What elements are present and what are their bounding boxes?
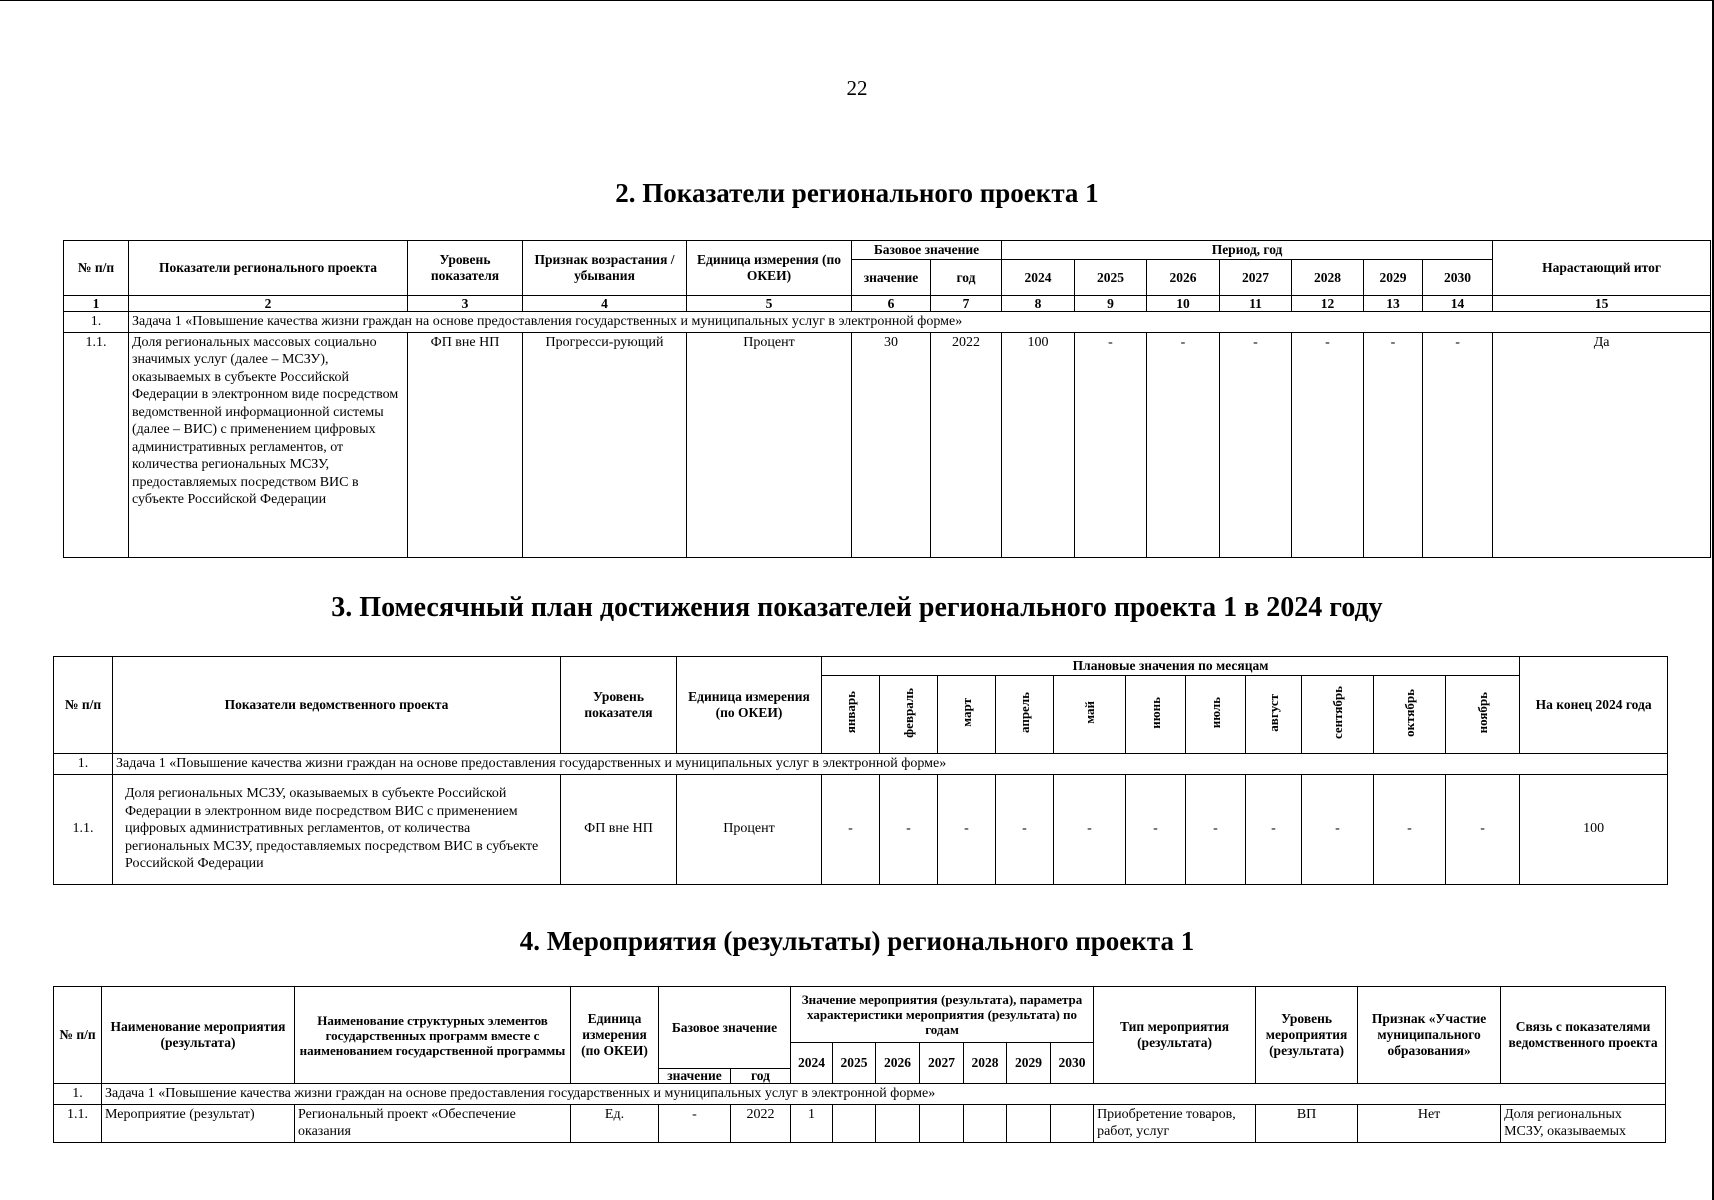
- year-header: 2030: [1051, 1043, 1094, 1084]
- year-value: [1051, 1104, 1094, 1142]
- task-number: 1.: [54, 1084, 102, 1105]
- indicator-base-year: 2022: [931, 332, 1002, 557]
- section-3-title: 3. Помесячный план достижения показателей регионального проекта 1 в 2024 году: [331, 592, 1383, 623]
- indicator-name: Доля региональных МСЗУ, оказываемых в субъекте Российской Федерации в электронном виде посредством ВИС с применением цифровых административных регламентов, от количества региональных МСЗУ, предоставляемых посредством ВИС в субъекте Российской Федерации: [113, 774, 561, 884]
- col-name-header: Показатели регионального проекта: [129, 241, 408, 296]
- year-value: -: [1423, 332, 1493, 557]
- year-header: 2028: [964, 1043, 1007, 1084]
- year-value: [1007, 1104, 1051, 1142]
- col-base-header: Базовое значение: [852, 241, 1002, 260]
- col-municipal-header: Признак «Участие муниципального образования»: [1358, 987, 1501, 1084]
- col-name-header: Показатели ведомственного проекта: [113, 657, 561, 754]
- page-number: 22: [846, 76, 868, 100]
- year-header: 2026: [1147, 260, 1220, 296]
- col-plan-header: Плановые значения по месяцам: [822, 657, 1520, 676]
- activity-row: [54, 1104, 1666, 1142]
- indicator-unit: Процент: [687, 332, 852, 557]
- year-header: 2028: [1292, 260, 1364, 296]
- month-header: [1186, 676, 1246, 754]
- year-value: -: [1147, 332, 1220, 557]
- activity-name: Мероприятие (результат): [102, 1104, 295, 1142]
- month-value: -: [1302, 774, 1374, 884]
- activities-table: [53, 986, 1666, 1143]
- task-row: [54, 754, 1668, 775]
- col-type-header: Тип мероприятия (результата): [1094, 987, 1256, 1084]
- activity-level: ВП: [1256, 1104, 1358, 1142]
- col-number: 13: [1364, 296, 1423, 312]
- indicator-row: [54, 774, 1668, 884]
- col-number: 5: [687, 296, 852, 312]
- page-frame-top: [0, 0, 1714, 1]
- col-end-header: На конец 2024 года: [1520, 657, 1668, 754]
- col-number: 10: [1147, 296, 1220, 312]
- activity-unit: Ед.: [571, 1104, 659, 1142]
- col-number: 2: [129, 296, 408, 312]
- activity-struct: Региональный проект «Обеспечение оказания: [295, 1104, 571, 1142]
- activity-base-year: 2022: [731, 1104, 791, 1142]
- col-no-header: № п/п: [54, 987, 102, 1084]
- indicator-cumulative: Да: [1493, 332, 1711, 557]
- year-value: [964, 1104, 1007, 1142]
- month-label: январь: [842, 691, 858, 734]
- indicator-base-value: 30: [852, 332, 931, 557]
- col-sign-header: Признак возрастания / убывания: [523, 241, 687, 296]
- col-cumulative-header: Нарастающий итог: [1493, 241, 1711, 296]
- col-unit-header: Единица измерения (по ОКЕИ): [687, 241, 852, 296]
- month-header: [1446, 676, 1520, 754]
- year-value: -: [1075, 332, 1147, 557]
- year-value: [876, 1104, 920, 1142]
- col-number: 12: [1292, 296, 1364, 312]
- year-value: 1: [791, 1104, 833, 1142]
- month-header: [996, 676, 1054, 754]
- month-label: май: [1081, 701, 1097, 724]
- month-label: сентябрь: [1329, 685, 1345, 740]
- task-number: 1.: [54, 754, 113, 775]
- month-header: [1054, 676, 1126, 754]
- month-value: -: [996, 774, 1054, 884]
- col-number: 1: [64, 296, 129, 312]
- month-value: -: [1186, 774, 1246, 884]
- col-base-year-header: год: [731, 1069, 791, 1084]
- col-number: 11: [1220, 296, 1292, 312]
- month-value: -: [1246, 774, 1302, 884]
- col-number: 9: [1075, 296, 1147, 312]
- col-base-value-header: значение: [852, 260, 931, 296]
- row-number: 1.1.: [54, 774, 113, 884]
- month-header: [822, 676, 880, 754]
- col-number: 15: [1493, 296, 1711, 312]
- month-label: март: [958, 698, 974, 727]
- year-header: 2027: [1220, 260, 1292, 296]
- col-number: 6: [852, 296, 931, 312]
- indicator-level: ФП вне НП: [561, 774, 677, 884]
- month-value: -: [1374, 774, 1446, 884]
- year-header: 2024: [1002, 260, 1075, 296]
- activity-link: Доля региональных МСЗУ, оказываемых: [1501, 1104, 1666, 1142]
- col-number: 4: [523, 296, 687, 312]
- indicator-end-value: 100: [1520, 774, 1668, 884]
- task-text: Задача 1 «Повышение качества жизни граждан на основе предоставления государственных и муниципальных услуг в электронной форме»: [113, 754, 1668, 775]
- col-number: 7: [931, 296, 1002, 312]
- year-header: 2024: [791, 1043, 833, 1084]
- activity-type: Приобретение товаров, работ, услуг: [1094, 1104, 1256, 1142]
- activity-municipal: Нет: [1358, 1104, 1501, 1142]
- year-value: -: [1364, 332, 1423, 557]
- month-value: -: [880, 774, 938, 884]
- year-header: 2026: [876, 1043, 920, 1084]
- month-header: [938, 676, 996, 754]
- activity-base-value: -: [659, 1104, 731, 1142]
- col-name-header: Наименование мероприятия (результата): [102, 987, 295, 1084]
- col-level-header: Уровень мероприятия (результата): [1256, 987, 1358, 1084]
- year-value: [920, 1104, 964, 1142]
- row-number: 1.1.: [54, 1104, 102, 1142]
- month-value: -: [1446, 774, 1520, 884]
- indicator-sign: Прогресси-рующий: [523, 332, 687, 557]
- year-value: -: [1220, 332, 1292, 557]
- indicator-name: Доля региональных массовых социально значимых услуг (далее – МСЗУ), оказываемых в субъекте Российской Федерации в электронном виде посредством ведомственной информационной системы (далее – ВИС) с применением цифровых административных регламентов, от количества региональных МСЗУ, предоставляемых посредством ВИС в субъекте Российской Федерации: [129, 332, 408, 557]
- month-value: -: [1126, 774, 1186, 884]
- month-label: ноябрь: [1474, 691, 1490, 734]
- year-header: 2029: [1007, 1043, 1051, 1084]
- col-values-header: Значение мероприятия (результата), параметра характеристики мероприятия (результата) по годам: [791, 987, 1094, 1043]
- month-header: [1302, 676, 1374, 754]
- year-header: 2025: [1075, 260, 1147, 296]
- year-header: 2030: [1423, 260, 1493, 296]
- col-no-header: № п/п: [54, 657, 113, 754]
- task-number: 1.: [64, 312, 129, 333]
- task-row: [54, 1084, 1666, 1105]
- row-number: 1.1.: [64, 332, 129, 557]
- indicator-level: ФП вне НП: [408, 332, 523, 557]
- month-header: [1246, 676, 1302, 754]
- month-header: [1126, 676, 1186, 754]
- col-number: 14: [1423, 296, 1493, 312]
- month-label: октябрь: [1401, 688, 1417, 737]
- task-text: Задача 1 «Повышение качества жизни граждан на основе предоставления государственных и муниципальных услуг в электронной форме»: [102, 1084, 1666, 1105]
- col-unit-header: Единица измерения (по ОКЕИ): [571, 987, 659, 1084]
- section-2-title: 2. Показатели регионального проекта 1: [615, 178, 1099, 208]
- year-header: 2027: [920, 1043, 964, 1084]
- col-no-header: № п/п: [64, 241, 129, 296]
- year-value: [833, 1104, 876, 1142]
- month-header: [880, 676, 938, 754]
- year-header: 2025: [833, 1043, 876, 1084]
- col-unit-header: Единица измерения (по ОКЕИ): [677, 657, 822, 754]
- task-row: [64, 312, 1711, 333]
- month-label: апрель: [1016, 692, 1032, 733]
- indicator-row: [64, 332, 1711, 557]
- year-value: -: [1292, 332, 1364, 557]
- indicator-unit: Процент: [677, 774, 822, 884]
- col-level-header: Уровень показателя: [408, 241, 523, 296]
- month-label: июнь: [1147, 696, 1163, 729]
- col-base-year-header: год: [931, 260, 1002, 296]
- monthly-plan-table: [53, 656, 1668, 885]
- col-base-header: Базовое значение: [659, 987, 791, 1069]
- indicators-table: [63, 240, 1711, 558]
- month-value: -: [822, 774, 880, 884]
- col-period-header: Период, год: [1002, 241, 1493, 260]
- month-label: июль: [1207, 696, 1223, 729]
- col-number: 3: [408, 296, 523, 312]
- column-numbers-row: [64, 296, 1711, 312]
- month-value: -: [938, 774, 996, 884]
- task-text: Задача 1 «Повышение качества жизни граждан на основе предоставления государственных и муниципальных услуг в электронной форме»: [129, 312, 1711, 333]
- month-label: август: [1265, 693, 1281, 732]
- section-4-title: 4. Мероприятия (результаты) регионального проекта 1: [519, 926, 1195, 956]
- col-struct-header: Наименование структурных элементов государственных программ вместе с наименованием государственной программы: [295, 987, 571, 1084]
- col-number: 8: [1002, 296, 1075, 312]
- col-level-header: Уровень показателя: [561, 657, 677, 754]
- year-value: 100: [1002, 332, 1075, 557]
- year-header: 2029: [1364, 260, 1423, 296]
- col-base-value-header: значение: [659, 1069, 731, 1084]
- month-label: февраль: [900, 687, 916, 738]
- month-value: -: [1054, 774, 1126, 884]
- month-header: [1374, 676, 1446, 754]
- col-link-header: Связь с показателями ведомственного проекта: [1501, 987, 1666, 1084]
